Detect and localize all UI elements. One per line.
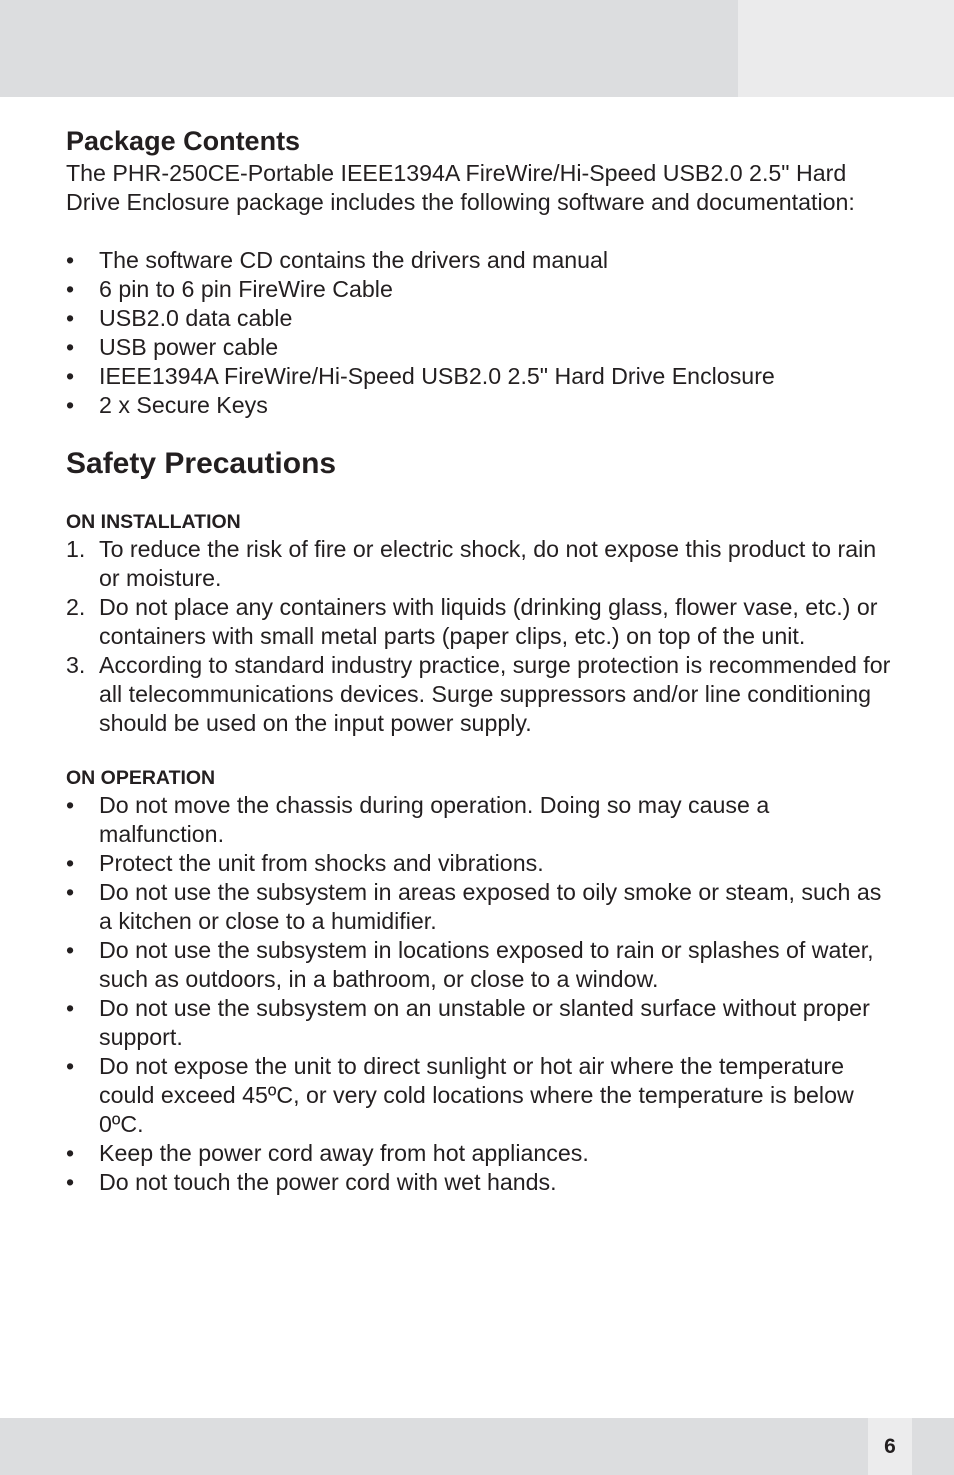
list-item: • USB power cable bbox=[66, 334, 279, 360]
list-item: • Do not use the subsystem in areas exposed to oily smoke or steam, such as a kitchen or close to a humidifier. bbox=[66, 879, 882, 934]
list-item: • Protect the unit from shocks and vibrations. bbox=[66, 850, 544, 876]
page-number: 6 bbox=[868, 1418, 912, 1475]
list-item: • Do not use the subsystem on an unstable or slanted surface without proper support. bbox=[66, 995, 870, 1050]
on-operation-heading: ON OPERATION bbox=[66, 767, 216, 789]
list-item: • 2 x Secure Keys bbox=[66, 392, 268, 418]
operation-list bbox=[66, 791, 896, 1197]
list-item: • IEEE1394A FireWire/Hi-Speed USB2.0 2.5" Hard Drive Enclosure bbox=[66, 363, 775, 389]
list-item: 3. According to standard industry practice, surge protection is recommended for all telecommunications devices. Surge suppressors and/or line conditioning should be used on the input power supply. bbox=[66, 652, 891, 736]
on-installation-heading: ON INSTALLATION bbox=[66, 511, 241, 533]
list-item: • Do not move the chassis during operation. Doing so may cause a malfunction. bbox=[66, 792, 770, 847]
list-item: • Do not expose the unit to direct sunlight or hot air where the temperature could exceed 45ºC, or very cold locations where the temperature is below 0ºC. bbox=[66, 1053, 854, 1137]
list-item: • Do not use the subsystem in locations exposed to rain or splashes of water, such as outdoors, in a bathroom, or close to a window. bbox=[66, 937, 874, 992]
header-band bbox=[0, 0, 738, 97]
package-contents-title: Package Contents bbox=[66, 126, 301, 156]
installation-list bbox=[66, 535, 896, 738]
list-item: • The software CD contains the drivers and manual bbox=[66, 247, 609, 273]
list-item: • 6 pin to 6 pin FireWire Cable bbox=[66, 276, 393, 302]
list-item: • Keep the power cord away from hot appliances. bbox=[66, 1140, 589, 1166]
footer-band bbox=[0, 1418, 954, 1475]
page-content bbox=[66, 125, 896, 1197]
safety-precautions-title: Safety Precautions bbox=[66, 447, 337, 480]
list-item: • USB2.0 data cable bbox=[66, 305, 293, 331]
package-list bbox=[66, 246, 896, 420]
header-band-right bbox=[738, 0, 954, 97]
list-item: 2. Do not place any containers with liquids (drinking glass, flower vase, etc.) or containers with small metal parts (paper clips, etc.) on top of the unit. bbox=[66, 594, 878, 649]
list-item: • Do not touch the power cord with wet hands. bbox=[66, 1169, 557, 1195]
list-item: 1. To reduce the risk of fire or electric shock, do not expose this product to rain or moisture. bbox=[66, 536, 877, 591]
package-intro: The PHR-250CE-Portable IEEE1394A FireWire/Hi-Speed USB2.0 2.5" Hard Drive Enclosure package includes the following software and documentation: bbox=[66, 160, 855, 215]
